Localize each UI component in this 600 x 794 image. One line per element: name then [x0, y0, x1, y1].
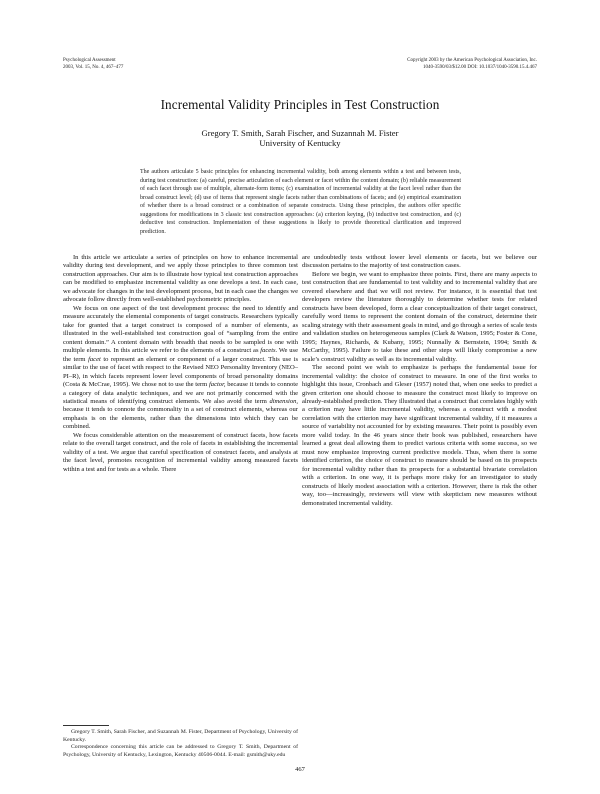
- paragraph: In this article we articulate a series of principles on how to enhance incremental validity during test development, and we apply those principles to three common test construction approaches. Our aim is to illustrate how typical test construction approaches can be modified to emphasize incremental validity as one develops a test. In each case, we advocate for changes in the test development process, but in each case the changes we advocate follow directly from well-established psychometric principles.: [63, 254, 298, 304]
- left-column: [63, 254, 298, 474]
- journal-volume: 2003, Vol. 15, No. 4, 467–477: [63, 64, 124, 70]
- author-affiliation: University of Kentucky: [259, 138, 341, 148]
- paragraph: We focus on one aspect of the test development process: the need to identify and measure accurately the elemental components of target constructs. Researchers typically take for granted that a target construct is composed of a number of elements, as illustrated in the well-established test construction goal of “sampling from the entire content domain.” A content domain with breadth that needs to be sampled is one with multiple elements. In this article we refer to the elements of a construct as facets. We use the term facet to represent an element or component of a larger construct. This use is similar to the use of facet with respect to the Revised NEO Personality Inventory (NEO–PI–R), in which facets represent lower level components of broad personality domains (Costa & McCrae, 1995). We chose not to use the term factor, because it tends to connote a category of data analytic techniques, and we are not primarily concerned with the statistical means of identifying construct elements. We also avoid the term dimension, because it tends to connote the commonality in a set of construct elements, whereas our emphasis is on the elements, rather than the dimensions into which they can be combined.: [63, 304, 299, 431]
- journal-header: [63, 58, 123, 71]
- paragraph: We focus considerable attention on the measurement of construct facets, how facets relate to the overall target construct, and the role of facets in establishing the incremental validity of a test. We argue that careful specification of construct facets, and analysis at the facet level, promotes recognition of incremental validity among measured facets within a test and for tests as a whole. There: [63, 431, 298, 473]
- page-number: 467: [295, 766, 305, 773]
- author-names: Gregory T. Smith, Sarah Fischer, and Suzannah M. Fister: [201, 128, 399, 138]
- article-title: Incremental Validity Principles in Test Construction: [160, 97, 440, 112]
- author-note: [63, 729, 298, 760]
- abstract: The authors articulate 5 basic principles for enhancing incremental validity, both among elements within a test and between tests, during test construction: (a) careful, precise articulation of each element or facet within the content domain; (b) reliable measurement of each facet through use of multiple, alternate-form items; (c) examination of incremental validity at the facet level rather than the broad construct level; (d) use of items that represent single facets rather than combinations of facets; and (e) empirical examination of whether there is a broad construct or a combination of separate constructs. Using these principles, the authors offer specific suggestions for modifications in 3 classic test construction approaches: (a) criterion keying, (b) inductive test construction, and (c) deductive test construction. Implementation of these suggestions is likely to provide theoretical clarification and improved prediction.: [140, 169, 461, 235]
- doi-line: 1040-3590/03/$12.00 DOI: 10.1037/1040-3590.15.4.467: [422, 64, 537, 70]
- right-column: [302, 254, 537, 508]
- copyright-line: Copyright 2003 by the American Psychological Association, Inc.: [407, 58, 537, 63]
- paragraph: Before we begin, we want to emphasize three points. First, there are many aspects to test construction that are fundamental to test validity and to incremental validity that are covered elsewhere and that we will not review. For instance, it is essential that test developers review the literature thoroughly to determine whether tests for related constructs have been developed, form a clear conceptualization of their target construct, carefully word items to represent the content domain of the construct, determine their scaling strategy with their assessment goals in mind, and go through a series of scale tests and validation studies on heterogeneous samples (Clark & Watson, 1995; Foster & Cone, 1995; Haynes, Richards, & Kubany, 1995; Nunnally & Bernstein, 1994; Smith & McCarthy, 1995). Failure to take these and other steps will likely compromise a new scale’s construct validity as well as its incremental validity.: [302, 270, 537, 363]
- author-block: [0, 128, 600, 148]
- journal-name: Psychological Assessment: [63, 58, 116, 63]
- copyright-header: [407, 58, 537, 71]
- author-note-affiliations: Gregory T. Smith, Sarah Fischer, and Suzannah M. Fister, Department of Psychology, University of Kentucky.: [63, 729, 298, 743]
- author-note-correspondence: Correspondence concerning this article can be addressed to Gregory T. Smith, Department of Psychology, University of Kentucky, Lexington, Kentucky 40506-0044. E-mail: gsmith@uky.edu: [63, 744, 298, 759]
- paragraph: The second point we wish to emphasize is perhaps the fundamental issue for incremental validity: the choice of construct to measure. In one of the first works to highlight this issue, Cronbach and Gleser (1957) noted that, when one seeks to predict a given criterion one should choose to measure the construct most likely to improve on already-established prediction. They illustrated that a construct that correlates highly with a criterion may have little incremental validity, whereas a construct with a modest correlation with the criterion may have significant incremental validity, if it measures a source of variability not accounted for by existing measures. Their point is possibly even more valid today. In the 46 years since their book was published, researchers have learned a great deal allowing them to predict various criteria with some success, so we must now emphasize improving current predictive models. Thus, when there is some identified criterion, the choice of construct to measure should be based on its prospects for incremental validity rather than its prospects for a substantial bivariate correlation with a criterion. In one way, it is perhaps more risky for an investigator to study constructs of likely modest association with a criterion. However, there is risk the other way, too—increasingly, reviewers will view with skepticism new measures without demonstrated incremental validity.: [302, 364, 537, 507]
- footnote-rule: [63, 725, 109, 726]
- paragraph: are undoubtedly tests without lower level elements or facets, but we believe our discussion pertains to the majority of test construction cases.: [302, 254, 537, 270]
